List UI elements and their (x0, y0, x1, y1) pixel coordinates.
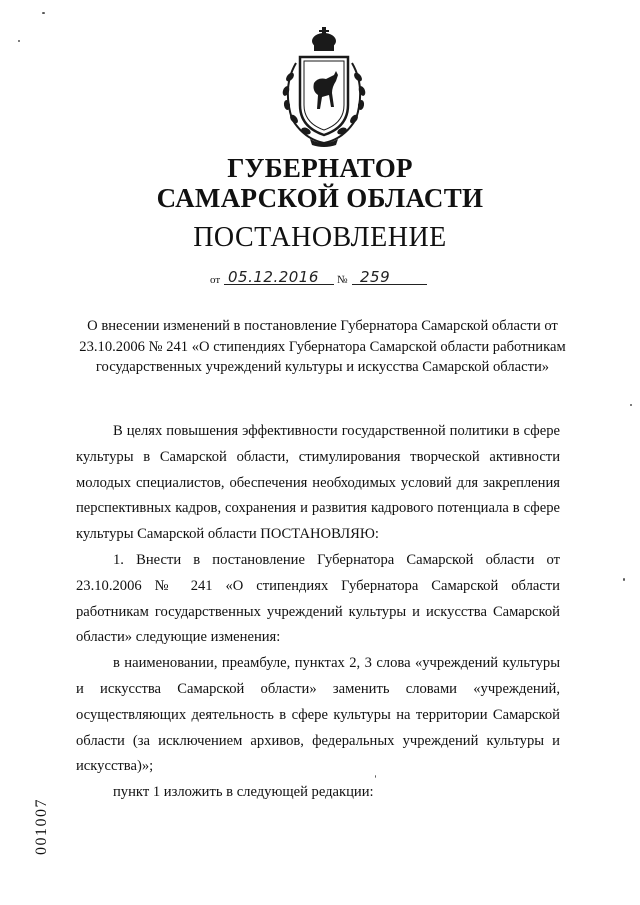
document-body (76, 419, 560, 806)
scan-speck (375, 775, 376, 778)
scan-speck (623, 578, 625, 581)
scan-speck (18, 40, 20, 42)
registration-line (210, 266, 440, 288)
side-stamp-text: 001007 (33, 798, 50, 855)
body-paragraph-changes: в наименовании, преамбуле, пунктах 2, 3 слова «учреждений культуры и искусства Самарской области» заменить словами «учреждений, осуществляющих деятельность в сфере культуры на территории Самарской области (за исключением архивов, федеральных учреждений культуры и искусства)»; (76, 655, 560, 775)
side-stamp-number (33, 795, 55, 857)
date-label: от (210, 274, 221, 286)
body-paragraph-item1-edit: пункт 1 изложить в следующей редакции: (113, 784, 374, 801)
issuer-title-line2: САМАРСКОЙ ОБЛАСТИ (156, 183, 484, 213)
body-paragraph-preamble: В целях повышения эффективности государственной политики в сфере культуры в Самарской области, стимулирования творческой активности молодых специалистов, обеспечения необходимых условий для закрепления перспективных кадров, сохранения и развития кадрового потенциала в сфере культуры Самарской области ПОСТАНОВЛЯЮ: (76, 423, 560, 543)
document-type: ПОСТАНОВЛЕНИЕ (193, 222, 447, 253)
issuer-title-line1: ГУБЕРНАТОР (227, 153, 413, 183)
date-handwritten: 05.12.2016 (228, 268, 319, 286)
number-handwritten: 259 (360, 268, 391, 286)
scan-speck (630, 404, 632, 406)
coat-of-arms-icon (270, 27, 378, 147)
body-paragraph-item1: 1. Внести в постановление Губернатора Самарской области от 23.10.2006 № 241 «О стипендиях Губернатора Самарской области работникам государственных учреждений культуры и искусства Самарской области» следующие изменения: (76, 551, 560, 646)
number-label: № (337, 274, 348, 286)
scan-speck (42, 12, 45, 14)
document-subject: О внесении изменений в постановление Губернатора Самарской области от 23.10.2006 № 241 «О стипендиях Губернатора Самарской области работникам государственных учреждений культуры и искусства Самарской области» (79, 318, 566, 375)
